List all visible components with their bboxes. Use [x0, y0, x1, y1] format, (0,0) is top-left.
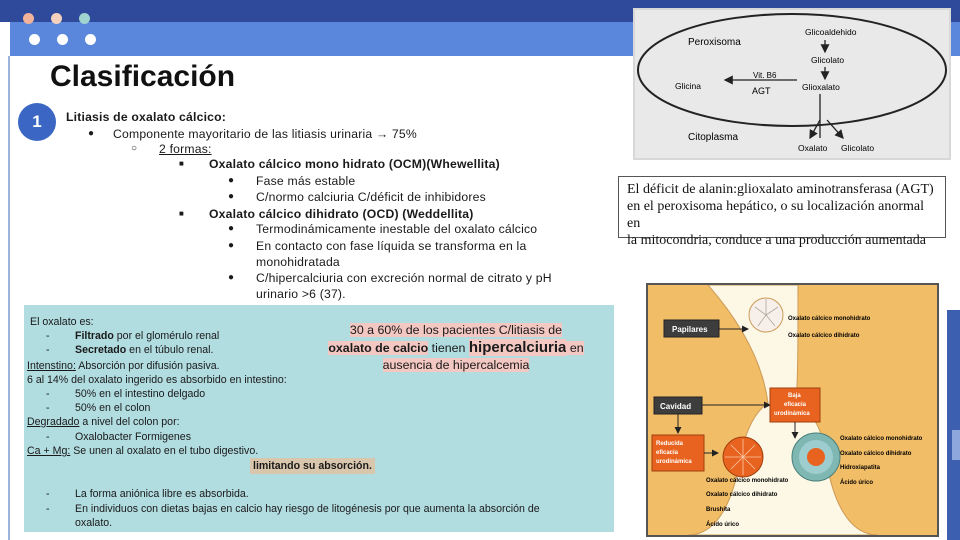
- callout-text: tienen: [428, 341, 469, 355]
- agt-deficiency-note: [618, 176, 946, 248]
- callout-emphasis: hipercalciuria: [468, 339, 567, 356]
- outline-form2-title: Oxalato cálcico dihidrato (OCD) (Weddellita): [209, 207, 474, 221]
- decor-dot-1: [23, 13, 34, 24]
- label-ocd-top: Oxalato cálcico dihidrato: [788, 333, 860, 339]
- teal-line: El oxalato es:: [30, 316, 94, 328]
- teal-line: Secretado en el túbulo renal.: [75, 344, 214, 356]
- teal-line: 50% en el colon: [75, 402, 151, 414]
- label-oxalato: Oxalato: [798, 143, 828, 153]
- hypercalciuria-callout: [306, 322, 606, 374]
- teal-line: Degradado a nivel del colon por:: [27, 416, 180, 428]
- teal-line: 6 al 14% del oxalato ingerido es absorbido en intestino:: [27, 374, 287, 386]
- teal-dash: -: [46, 330, 50, 342]
- teal-dash: -: [46, 431, 50, 443]
- glyoxylate-pathway-diagram: [633, 8, 951, 160]
- outline-form2-b1: En contacto con fase líquida se transforma en la: [256, 239, 527, 253]
- label-right-hidroxiapatita: Hidroxiapatita: [840, 465, 881, 471]
- outline-form1-title: Oxalato cálcico mono hidrato (OCM)(Whewellita): [209, 157, 500, 171]
- decor-dot-6: [85, 34, 96, 45]
- teal-line: Intenstino: Absorción por difusión pasiva.: [27, 360, 220, 372]
- label-right-ocm: Oxalato cálcico monohidrato: [840, 436, 923, 442]
- agt-note-line: en el peroxisoma hepático, o su localización anormal en: [627, 199, 925, 231]
- outline-form2-a: Termodinámicamente inestable del oxalato cálcico: [256, 222, 538, 236]
- decor-dot-2: [51, 13, 62, 24]
- agt-note-line: la mitocondria, conduce a una producción aumentada: [627, 233, 926, 248]
- label-reducida: Reducida: [656, 441, 684, 447]
- label-glioxalato: Glioxalato: [802, 82, 840, 92]
- label-baja-eficacia: eficacia: [784, 402, 807, 408]
- outline-form2-c1: C/hipercalciuria con excreción normal de citrato y pH: [256, 271, 552, 285]
- label-glicolato-bottom: Glicolato: [841, 143, 875, 153]
- outline-form2-c2: urinario >6 (37).: [256, 287, 346, 301]
- bullet-dot: ●: [228, 191, 235, 202]
- label-bottom-acido-urico: Ácido úrico: [706, 522, 740, 528]
- label-bottom-brushita: Brushita: [706, 507, 731, 513]
- teal-line: La forma aniónica libre es absorbida.: [75, 488, 249, 500]
- label-reducida-urodinamica: urodinámica: [656, 459, 692, 465]
- decor-dot-4: [29, 34, 40, 45]
- label-cavidad: Cavidad: [660, 402, 692, 411]
- bullet-dot: ●: [228, 272, 235, 283]
- bullet-dot: ●: [228, 223, 235, 234]
- label-glicina: Glicina: [675, 81, 701, 91]
- label-baja-urodinamica: urodinámica: [774, 411, 810, 417]
- label-vitb6: Vit. B6: [753, 71, 777, 80]
- decor-dot-5: [57, 34, 68, 45]
- teal-line: 50% en el intestino delgado: [75, 388, 206, 400]
- label-glicolato: Glicolato: [811, 55, 845, 65]
- callout-text: oxalato de calcio: [328, 341, 429, 355]
- callout-text: en: [566, 341, 584, 355]
- teal-dash: -: [46, 402, 50, 414]
- label-glicoaldehido: Glicoaldehido: [805, 27, 857, 37]
- page-title: Clasificación: [50, 60, 236, 93]
- teal-line: oxalato.: [75, 517, 113, 529]
- outline-form2-b2: monohidratada: [256, 255, 340, 269]
- stone-svg: [648, 285, 937, 535]
- teal-line: Oxalobacter Formigenes: [75, 431, 191, 443]
- pathway-svg: [635, 10, 949, 158]
- label-peroxisoma: Peroxisoma: [688, 37, 741, 48]
- outline-form1-a: Fase más estable: [256, 174, 356, 188]
- bullet-dot: ●: [88, 128, 95, 139]
- label-papilares: Papilares: [672, 325, 708, 334]
- label-bottom-ocm: Oxalato cálcico monohidrato: [706, 478, 789, 484]
- bullet-dot: ●: [228, 175, 235, 186]
- agt-note-line: El déficit de alanin:glioxalato aminotransferasa (AGT): [627, 182, 934, 197]
- right-accent-strip: [947, 310, 960, 540]
- bullet-dot: ●: [228, 240, 235, 251]
- label-ocm-top: Oxalato cálcico monohidrato: [788, 316, 871, 322]
- stone-formation-diagram: [646, 283, 939, 537]
- highlight-limitando: limitando su absorción.: [250, 458, 375, 474]
- section-number-badge: 1: [18, 103, 56, 141]
- teal-dash: -: [46, 344, 50, 356]
- callout-text: 30 a 60% de los pacientes C/litiasis de: [349, 323, 563, 337]
- label-right-ocd: Oxalato cálcico dihidrato: [840, 451, 912, 457]
- right-accent-strip-inner: [952, 430, 960, 460]
- teal-dash: -: [46, 503, 50, 515]
- label-citoplasma: Citoplasma: [688, 132, 739, 143]
- teal-line: En individuos con dietas bajas en calcio hay riesgo de litogénesis por que aumenta la absorción de: [75, 503, 540, 515]
- teal-line: Ca + Mg: Se unen al oxalato en el tubo digestivo.: [27, 445, 259, 457]
- label-bottom-ocd: Oxalato cálcico dihidrato: [706, 492, 778, 498]
- outline-form1-b: C/normo calciuria C/déficit de inhibidores: [256, 190, 486, 204]
- left-accent-line: [8, 56, 10, 540]
- teal-dash: -: [46, 488, 50, 500]
- outline-heading: Litiasis de oxalato cálcico:: [66, 110, 227, 124]
- label-reducida-eficacia: eficacia: [656, 450, 679, 456]
- bullet-square: ■: [179, 209, 184, 218]
- bullet-square: ■: [179, 159, 184, 168]
- label-right-acido-urico: Ácido úrico: [840, 480, 874, 486]
- outline-item-componente: Componente mayoritario de las litiasis urinaria → 75%: [113, 127, 417, 141]
- callout-text: ausencia de hipercalcemia: [382, 358, 530, 372]
- teal-line: Filtrado por el glomérulo renal: [75, 330, 220, 342]
- label-agt: AGT: [752, 86, 771, 96]
- outline-item-formas: 2 formas:: [159, 142, 212, 156]
- label-baja: Baja: [788, 393, 801, 399]
- decor-dot-3: [79, 13, 90, 24]
- teal-dash: -: [46, 388, 50, 400]
- bullet-circle: ○: [131, 143, 138, 154]
